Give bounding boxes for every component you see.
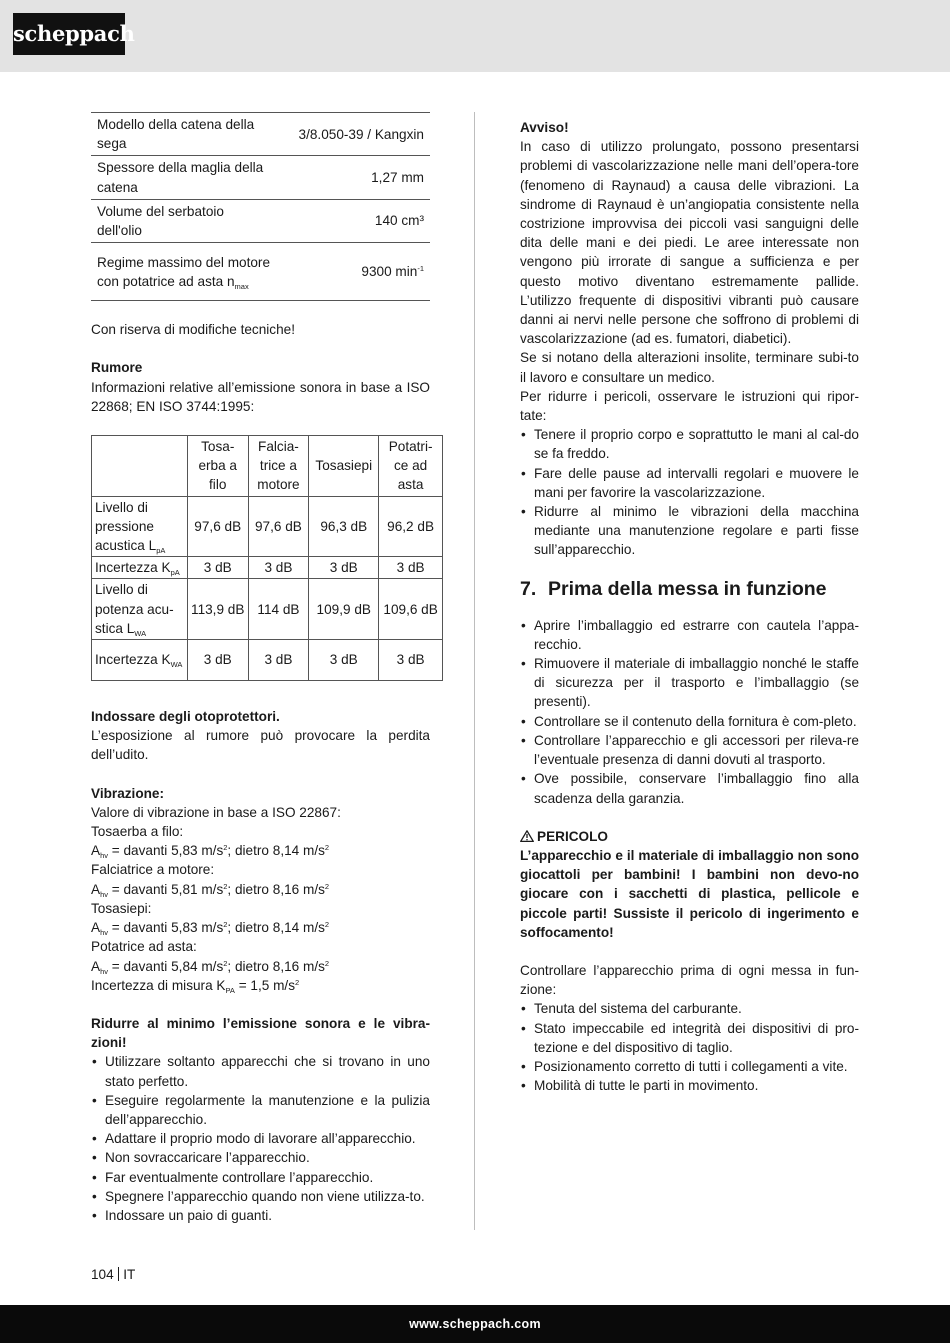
list-item: • Far eventualmente controllare l’apparecchio.	[91, 1168, 430, 1187]
table-cell: 3 dB	[248, 640, 309, 681]
table-row	[92, 436, 443, 497]
left-column	[91, 112, 438, 1225]
page-header	[0, 0, 950, 72]
list-item: • Adattare il proprio modo di lavorare all’apparecchio.	[91, 1129, 430, 1148]
table-cell: 3 dB	[187, 557, 248, 579]
list-item: • Mobilità di tutte le parti in movimento.	[520, 1076, 859, 1095]
page-number: 104 IT	[91, 1267, 136, 1282]
table-cell: 3 dB	[309, 640, 379, 681]
column-header: Tosasiepi	[309, 436, 379, 497]
spec-value: 9300 $\min^{-1}$	[276, 243, 430, 301]
corner-cell	[92, 436, 188, 497]
notice-paragraph: Se si notano della alterazioni insolite, terminare subi-to il lavoro e consultare un medico.	[520, 350, 859, 385]
noise-table	[91, 435, 443, 681]
notice-heading: Avviso!	[520, 120, 569, 135]
list-item: • Fare delle pause ad intervalli regolari e muovere le mani per favorire la vascolarizzazione.	[520, 464, 859, 502]
specs-table	[91, 112, 430, 301]
list-item: • Non sovraccaricare l’apparecchio.	[91, 1148, 430, 1167]
spec-label: Modello della catena della sega	[91, 113, 276, 156]
list-item: • Aprire l’imballaggio ed estrarre con cautela l’appa-recchio.	[520, 616, 859, 654]
table-cell: 96,3 dB	[309, 496, 379, 557]
vibration-value-line: $A_{hv}$ = davanti 5,84 $m/s^2$; dietro 8,16 $m/s^2$	[91, 958, 330, 976]
ear-protection-text: L’esposizione al rumore può provocare la perdita dell’udito.	[91, 728, 430, 763]
column-header: Potatri-ce ad asta	[379, 436, 443, 497]
spec-value: 1,27 mm	[276, 156, 430, 199]
spec-label: Spessore della maglia della catena	[91, 156, 276, 199]
table-cell: 114 dB	[248, 579, 309, 640]
footer-url: www.scheppach.com	[409, 1317, 541, 1331]
spec-value: 140 cm³	[276, 199, 430, 242]
spec-label: Regime massimo del motore con potatrice ad asta $n_{max}$	[91, 243, 276, 301]
list-item: • Controllare se il contenuto della fornitura è com-pleto.	[520, 712, 859, 731]
row-header: Incertezza $K_{pA}$	[92, 557, 188, 579]
warning-icon	[520, 830, 534, 842]
notice-paragraph: Per ridurre i pericoli, osservare le istruzioni qui ripor-tate:	[520, 388, 859, 424]
brand-logo: scheppach	[13, 13, 125, 55]
noise-intro: Informazioni relative all’emissione sonora in base a ISO 22868; EN ISO 3744:1995:	[91, 379, 430, 414]
table-row	[91, 156, 430, 199]
vibration-tool-name: Tosaerba a filo:	[91, 824, 184, 840]
notice-paragraph: In caso di utilizzo prolungato, possono presentarsi problemi di vascolarizzazione nelle mani dell’opera-tore (fenomeno di Raynaud) a causa delle vibrazioni. La sindrome di Raynaud è un’angiopatia consistente nella costrizione improvvisa dei piccoli vasi sanguigni delle dita delle mani e dei piedi. Le aree interessate non vengono più irrorate di sangue a sufficienza e per questo motivo diventano estremamente pallide. L’utilizzo frequente di dispositivi vibranti può causare danni ai nervi nelle persone che soffrono di problemi di vascolarizzazione (ad es. fumatori, diabetici).	[520, 139, 859, 347]
notice-list	[520, 425, 859, 559]
list-item: • Posizionamento corretto di tutti i collegamenti a vite.	[520, 1057, 859, 1076]
ear-protection-heading: Indossare degli otoprotettori.	[91, 709, 280, 725]
table-row	[92, 496, 443, 557]
checks-list	[520, 999, 859, 1095]
section7-list	[520, 616, 859, 808]
list-item: • Stato impeccabile ed integrità dei dispositivi di pro-tezione e del dispositivo di taglio.	[520, 1019, 859, 1057]
list-item: • Tenuta del sistema del carburante.	[520, 999, 859, 1018]
table-row	[91, 113, 430, 156]
table-row	[91, 199, 430, 242]
column-divider	[474, 112, 475, 1230]
list-item: • Tenere il proprio corpo e soprattutto le mani al cal-do se fa freddo.	[520, 425, 859, 463]
table-cell: 97,6 dB	[187, 496, 248, 557]
row-header: Livello di pressione acustica $L_{pA}$	[92, 496, 188, 557]
table-cell: 3 dB	[379, 557, 443, 579]
vibration-tool-name: Falciatrice a motore:	[91, 862, 215, 878]
vibration-tool-name: Tosasiepi:	[91, 900, 152, 916]
vibration-value-line: $A_{hv}$ = davanti 5,83 $m/s^2$; dietro 8,14 $m/s^2$	[91, 843, 330, 861]
page-footer	[0, 1305, 950, 1343]
table-cell: 97,6 dB	[248, 496, 309, 557]
danger-text: L’apparecchio e il materiale di imballaggio non sono giocattoli per bambini! I bambini non devo-no giocare con i sacchetti di plastica, pellicole e piccole parti! Sussiste il pericolo di ingerimento e soffocamento!	[520, 847, 859, 940]
list-item: • Spegnere l’apparecchio quando non viene utilizza-to.	[91, 1187, 430, 1206]
table-cell: 3 dB	[187, 640, 248, 681]
vibration-tool-name: Potatrice ad asta:	[91, 939, 197, 955]
table-row	[92, 640, 443, 681]
table-cell: 96,2 dB	[379, 496, 443, 557]
reduce-heading: Ridurre al minimo l’emissione sonora e le vibra-zioni!	[91, 1015, 430, 1051]
vibration-heading: Vibrazione:	[91, 785, 165, 801]
spec-label: Volume del serbatoio dell'olio	[91, 199, 276, 242]
vibration-value-line: $A_{hv}$ = davanti 5,83 $m/s^2$; dietro 8,14 $m/s^2$	[91, 920, 330, 938]
table-cell: 3 dB	[379, 640, 443, 681]
column-header: Falcia-trice a motore	[248, 436, 309, 497]
spec-value: 3/8.050-39 / Kangxin	[276, 113, 430, 156]
list-item: • Ridurre al minimo le vibrazioni della macchina mediante una manutenzione regolare e parti fisse sull’apparecchio.	[520, 502, 859, 560]
checks-intro: Controllare l’apparecchio prima di ogni messa in fun-zione:	[520, 962, 859, 998]
table-cell: 3 dB	[248, 557, 309, 579]
danger-heading: PERICOLO	[520, 827, 859, 846]
section-heading: 7. Prima della messa in funzione	[520, 577, 827, 600]
reserve-note: Con riserva di modifiche tecniche!	[91, 322, 295, 338]
list-item: • Ove possibile, conservare l’imballaggio fino alla scadenza della garanzia.	[520, 769, 859, 807]
list-item: • Indossare un paio di guanti.	[91, 1206, 430, 1225]
table-cell: 109,9 dB	[309, 579, 379, 640]
vibration-intro: Valore di vibrazione in base a ISO 22867:	[91, 804, 341, 820]
table-row	[92, 579, 443, 640]
list-item: • Eseguire regolarmente la manutenzione e la pulizia dell’apparecchio.	[91, 1091, 430, 1129]
table-row	[91, 243, 430, 301]
list-item: • Controllare l’apparecchio e gli accessori per rileva-re l’eventuale presenza di danni dovuti al trasporto.	[520, 731, 859, 769]
noise-heading: Rumore	[91, 360, 143, 376]
vibration-value-line: $A_{hv}$ = davanti 5,81 $m/s^2$; dietro 8,16 $m/s^2$	[91, 881, 330, 899]
table-cell: 113,9 dB	[187, 579, 248, 640]
row-header: Incertezza $K_{WA}$	[92, 640, 188, 681]
row-header: Livello di potenza acu-stica $L_{WA}$	[92, 579, 188, 640]
column-header: Tosa-erba a filo	[187, 436, 248, 497]
vibration-uncertainty: Incertezza di misura $K_{PA} = 1,5$ $m/s^2$	[91, 977, 300, 995]
list-item: • Utilizzare soltanto apparecchi che si trovano in uno stato perfetto.	[91, 1052, 430, 1090]
list-item: • Rimuovere il materiale di imballaggio nonché le staffe di sicurezza per il trasporto e l’imballaggio (se presenti).	[520, 654, 859, 712]
right-column	[520, 118, 859, 1095]
table-cell: 109,6 dB	[379, 579, 443, 640]
table-cell: 3 dB	[309, 557, 379, 579]
table-row	[92, 557, 443, 579]
reduce-list	[91, 1052, 430, 1225]
